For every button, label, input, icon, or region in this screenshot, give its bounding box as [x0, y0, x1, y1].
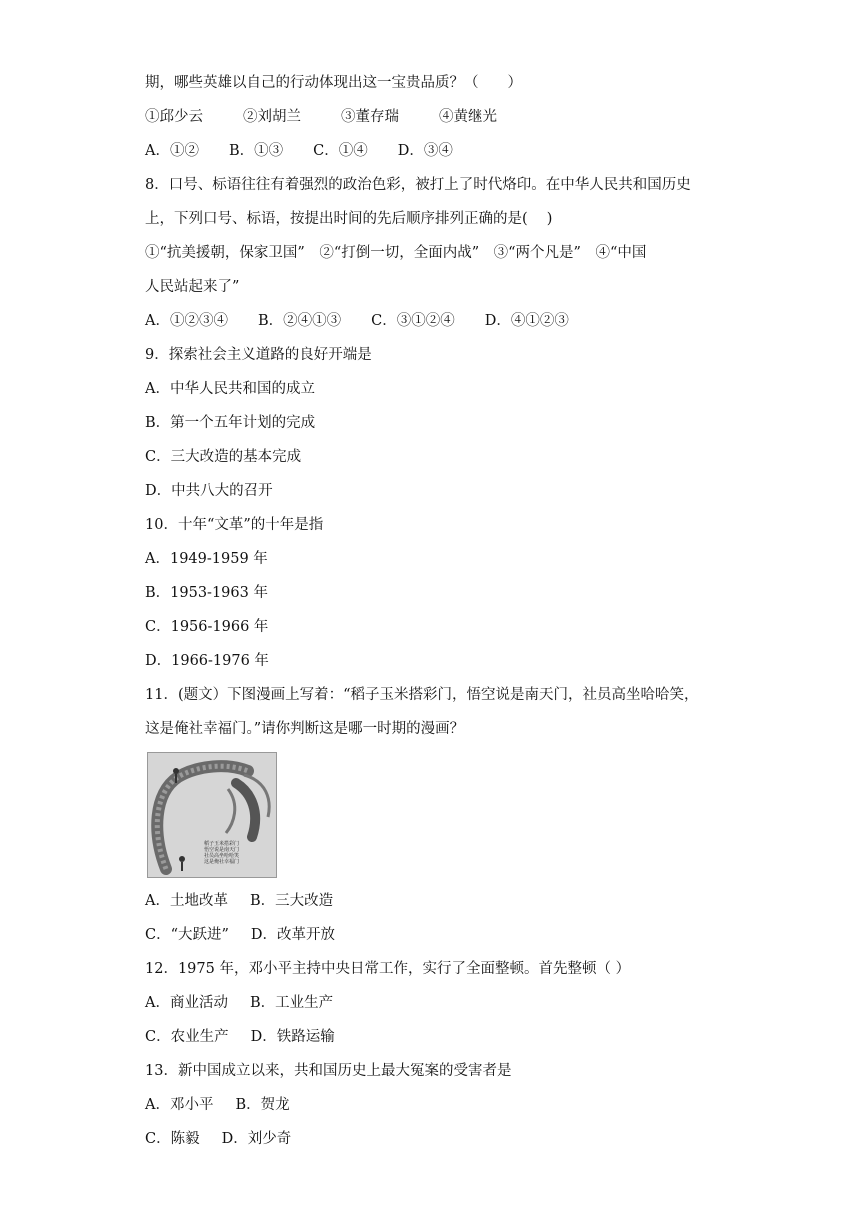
- q8-option-a: A．①②③④: [145, 313, 228, 329]
- q7-option-c: C．①④: [313, 143, 368, 159]
- q9-option-d: D．中共八大的召开: [145, 483, 273, 499]
- q11-options-row1: [145, 886, 725, 920]
- q7-item: ①邱少云: [145, 109, 203, 125]
- q13-stem: 13．新中国成立以来，共和国历史上最大冤案的受害者是: [145, 1063, 512, 1079]
- cartoon-caption-line: 社员高坐哈哈笑: [204, 853, 240, 859]
- q7-items: [145, 102, 725, 136]
- q8-items-line1: ①“抗美援朝，保家卫国” ②“打倒一切，全面内战” ③“两个凡是” ④“中国: [145, 245, 647, 261]
- cartoon-caption-line: 这是俺社幸福门: [204, 859, 240, 865]
- q13-option-c: C．陈毅: [145, 1131, 200, 1147]
- q13-options-row1: [145, 1090, 725, 1124]
- q8-option-b: B．②④①③: [257, 313, 342, 329]
- q10-option-b: B．1953-1963 年: [145, 585, 268, 601]
- q10-option-d: D．1966-1976 年: [145, 653, 269, 669]
- q11-option-d: D．改革开放: [250, 927, 336, 943]
- q10-option-a: A．1949-1959 年: [145, 551, 268, 567]
- q12-option-a: A．商业活动: [145, 995, 228, 1011]
- q7-item: ④黄继光: [439, 109, 497, 125]
- q13-options-row2: [145, 1124, 725, 1158]
- q11-stem-line2: 这是俺社幸福门。”请你判断这是哪一时期的漫画？: [145, 721, 465, 737]
- q9-option-c: C．三大改造的基本完成: [145, 449, 302, 465]
- q11-option-b: B．三大改造: [249, 893, 334, 909]
- q7-option-b: B．①③: [228, 143, 284, 159]
- q7-option-a: A．①②: [145, 143, 199, 159]
- q8-option-d: D．④①②③: [484, 313, 569, 329]
- q9-stem: 9．探索社会主义道路的良好开端是: [145, 347, 372, 363]
- q11-stem-line1: 11．(题文）下图漫画上写着：“稻子玉米搭彩门，悟空说是南天门，社员高坐哈哈笑，: [145, 687, 699, 703]
- q8-stem-line2: 上，下列口号、标语，按提出时间的先后顺序排列正确的是( ): [145, 211, 553, 227]
- q12-stem: 12．1975 年，邓小平主持中央日常工作，实行了全面整顿。首先整顿（ ）: [145, 961, 631, 977]
- q9-option-a: A．中华人民共和国的成立: [145, 381, 315, 397]
- q7-option-d: D．③④: [397, 143, 453, 159]
- exam-page: [145, 68, 725, 1158]
- q10-option-c: C．1956-1966 年: [145, 619, 269, 635]
- q13-option-d: D．刘少奇: [221, 1131, 292, 1147]
- q10-stem: 10．十年“文革”的十年是指: [145, 517, 324, 533]
- cartoon-image: [147, 752, 277, 878]
- q8-option-c: C．③①②④: [371, 313, 455, 329]
- q12-option-d: D．铁路运输: [250, 1029, 335, 1045]
- q11-options-row2: [145, 920, 725, 954]
- q8-options: [145, 306, 725, 340]
- q8-stem-line1: 8．口号、标语往往有着强烈的政治色彩，被打上了时代烙印。在中华人民共和国历史: [145, 177, 691, 193]
- q12-options-row2: [145, 1022, 725, 1056]
- cartoon-caption-line: 悟空说是南天门: [204, 847, 240, 853]
- q13-option-a: A．邓小平: [145, 1097, 214, 1113]
- q11-option-c: C．“大跃进”: [145, 927, 229, 943]
- q12-option-c: C．农业生产: [145, 1029, 229, 1045]
- q12-option-b: B．工业生产: [249, 995, 334, 1011]
- q7-stem-continuation: 期，哪些英雄以自己的行动体现出这一宝贵品质？（ ）: [145, 75, 522, 91]
- q11-option-a: A．土地改革: [145, 893, 228, 909]
- cartoon-caption-line: 稻子玉米搭彩门: [204, 841, 240, 847]
- q12-options-row1: [145, 988, 725, 1022]
- q7-item: ③董存瑞: [341, 109, 399, 125]
- q7-item: ②刘胡兰: [243, 109, 301, 125]
- q9-option-b: B．第一个五年计划的完成: [145, 415, 316, 431]
- q8-items-line2: 人民站起来了”: [145, 279, 240, 295]
- cartoon-caption: [204, 841, 239, 865]
- q7-options: [145, 136, 725, 170]
- q13-option-b: B．贺龙: [235, 1097, 290, 1113]
